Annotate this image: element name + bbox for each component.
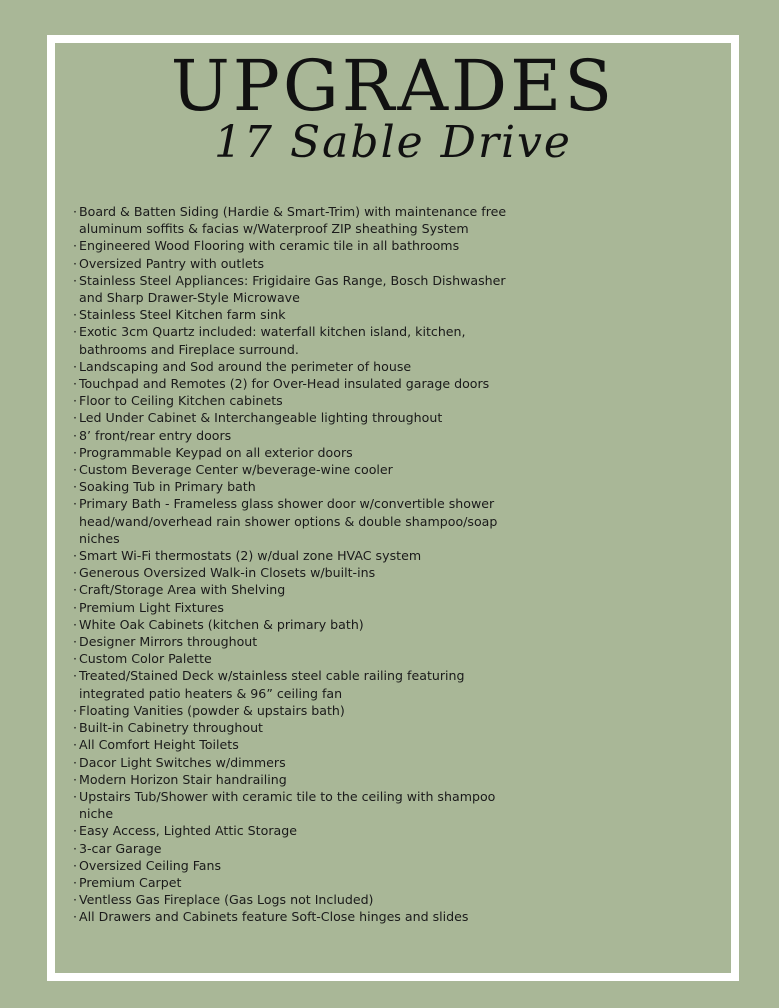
upgrade-item-text: · Stainless Steel Appliances: Frigidaire Gas Range, Bosch Dishwasher and Sharp Drawer-Style Microwave xyxy=(79,272,506,306)
page-title: UPGRADES xyxy=(170,45,616,127)
upgrade-item-text: · Easy Access, Lighted Attic Storage xyxy=(79,823,297,839)
upgrade-item-text: · Engineered Wood Flooring with ceramic tile in all bathrooms xyxy=(79,238,460,254)
upgrade-item-text: · Custom Color Palette xyxy=(79,651,212,667)
upgrade-item xyxy=(73,650,509,667)
upgrade-item xyxy=(73,788,509,822)
upgrade-item-text: · Craft/Storage Area with Shelving xyxy=(79,582,286,598)
upgrade-item-text: · Generous Oversized Walk-in Closets w/built-ins xyxy=(79,565,376,581)
upgrade-item xyxy=(73,255,509,272)
upgrade-item xyxy=(73,736,509,753)
upgrade-item-text: · 8’ front/rear entry doors xyxy=(79,427,232,443)
upgrades-list xyxy=(73,203,509,926)
upgrade-item xyxy=(73,375,509,392)
upgrade-item xyxy=(73,203,509,237)
upgrade-item-text: · Board & Batten Siding (Hardie & Smart-Trim) with maintenance free aluminum soffits & facias w/Waterproof ZIP sheathing System xyxy=(79,204,507,237)
upgrade-item-text: · All Drawers and Cabinets feature Soft-Close hinges and slides xyxy=(79,909,469,925)
upgrade-item xyxy=(73,237,509,254)
upgrade-item xyxy=(73,306,509,323)
upgrade-item xyxy=(73,908,509,925)
upgrade-item xyxy=(73,358,509,375)
upgrade-item-text: · Ventless Gas Fireplace (Gas Logs not Included) xyxy=(79,892,374,908)
upgrade-item-text: · Designer Mirrors throughout xyxy=(79,634,258,650)
upgrade-item xyxy=(73,427,509,444)
upgrade-item xyxy=(73,874,509,891)
upgrade-item-text: · Soaking Tub in Primary bath xyxy=(79,479,256,495)
upgrade-item-text: · Stainless Steel Kitchen farm sink xyxy=(79,307,286,323)
upgrade-item xyxy=(73,633,509,650)
upgrade-item-text: · Smart Wi-Fi thermostats (2) w/dual zone HVAC system xyxy=(79,548,422,564)
upgrade-item-text: · Programmable Keypad on all exterior doors xyxy=(79,444,353,460)
upgrade-item xyxy=(73,891,509,908)
upgrade-item xyxy=(73,495,509,547)
upgrade-item-text: · Primary Bath - Frameless glass shower door w/convertible shower head/wand/overhead rain shower options & double shampoo/soap niches xyxy=(79,496,498,546)
upgrade-item xyxy=(73,272,509,306)
upgrade-item-text: · Upstairs Tub/Shower with ceramic tile to the ceiling with shampoo niche xyxy=(79,788,496,822)
upgrade-item-text: · Modern Horizon Stair handrailing xyxy=(79,771,287,787)
upgrade-item-text: · All Comfort Height Toilets xyxy=(79,737,239,753)
upgrade-item xyxy=(73,392,509,409)
upgrade-item-text: · White Oak Cabinets (kitchen & primary bath) xyxy=(79,616,364,632)
upgrade-item-text: · Exotic 3cm Quartz included: waterfall kitchen island, kitchen, bathrooms and Fireplace surround. xyxy=(79,324,466,357)
upgrade-item xyxy=(73,599,509,616)
upgrade-item xyxy=(73,840,509,857)
upgrade-item xyxy=(73,478,509,495)
upgrade-item-text: · 3-car Garage xyxy=(79,840,162,856)
upgrade-item xyxy=(73,409,509,426)
upgrade-item-text: · Floating Vanities (powder & upstairs bath) xyxy=(79,702,345,718)
upgrade-item-text: · Floor to Ceiling Kitchen cabinets xyxy=(79,393,283,409)
upgrade-item xyxy=(73,547,509,564)
upgrade-item-text: · Treated/Stained Deck w/stainless steel cable railing featuring integrated patio heaters & 96” ceiling fan xyxy=(79,668,465,701)
upgrade-item xyxy=(73,667,509,701)
upgrade-item xyxy=(73,771,509,788)
upgrade-item xyxy=(73,323,509,357)
upgrade-item-text: · Built-in Cabinetry throughout xyxy=(79,720,263,736)
upgrade-item-text: · Oversized Ceiling Fans xyxy=(79,857,222,873)
upgrade-item xyxy=(73,616,509,633)
upgrade-item-text: · Premium Light Fixtures xyxy=(79,599,224,615)
upgrade-item-text: · Oversized Pantry with outlets xyxy=(79,255,265,271)
upgrade-item xyxy=(73,461,509,478)
address-subtitle: 17 Sable Drive xyxy=(214,117,572,168)
upgrade-item-text: · Premium Carpet xyxy=(79,874,182,890)
upgrade-item xyxy=(73,822,509,839)
upgrade-item xyxy=(73,444,509,461)
upgrade-item-text: · Led Under Cabinet & Interchangeable lighting throughout xyxy=(79,410,443,426)
upgrade-item-text: · Custom Beverage Center w/beverage-wine cooler xyxy=(79,462,393,478)
upgrade-item-text: · Dacor Light Switches w/dimmers xyxy=(79,754,286,770)
upgrade-item-text: · Landscaping and Sod around the perimeter of house xyxy=(79,358,412,374)
upgrade-item-text: · Touchpad and Remotes (2) for Over-Head insulated garage doors xyxy=(79,376,490,392)
white-border-frame xyxy=(47,35,739,981)
upgrade-item xyxy=(73,857,509,874)
upgrade-item xyxy=(73,719,509,736)
upgrade-item xyxy=(73,754,509,771)
upgrade-item xyxy=(73,702,509,719)
upgrade-item xyxy=(73,564,509,581)
upgrade-item xyxy=(73,581,509,598)
